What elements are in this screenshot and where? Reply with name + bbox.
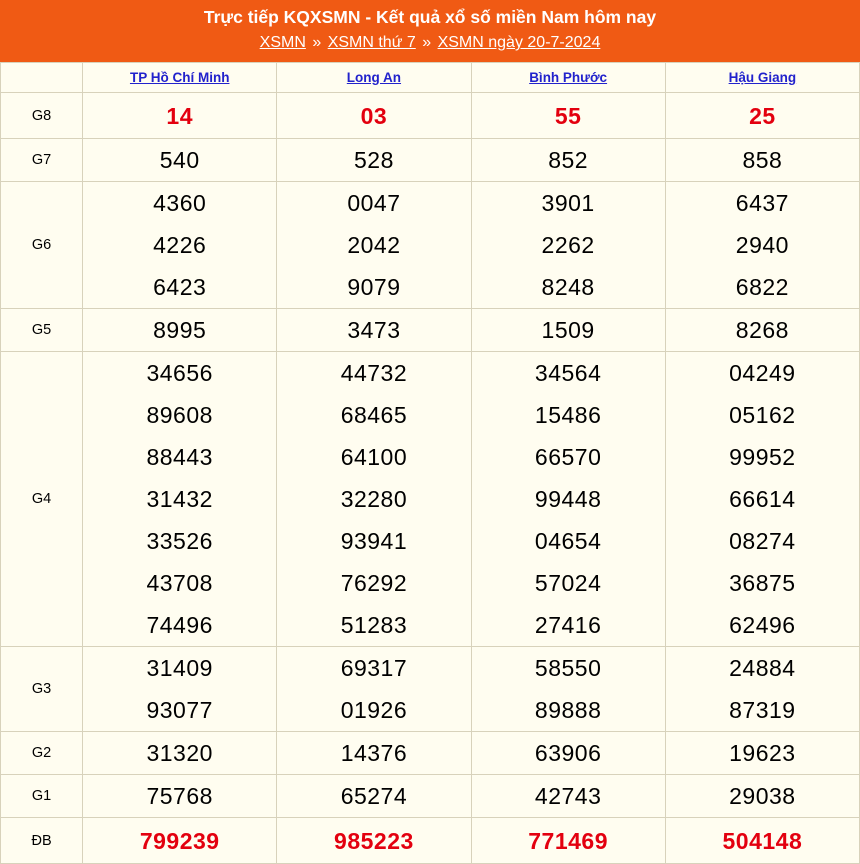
prize-number: 31409 (146, 655, 213, 681)
prize-number: 6822 (735, 274, 789, 300)
prize-number: 66570 (534, 444, 602, 470)
prize-numbers-cell (83, 732, 277, 775)
prize-number: 75768 (146, 783, 213, 809)
prize-number: 19623 (729, 740, 796, 766)
prize-numbers-cell (83, 182, 277, 309)
prize-numbers-cell (665, 647, 859, 732)
prize-number: 3473 (347, 317, 401, 343)
prize-number: 799239 (139, 827, 220, 854)
prize-numbers-cell (665, 732, 859, 775)
prize-numbers-cell (277, 818, 471, 864)
prize-number: 858 (742, 147, 783, 173)
prize-number: 89888 (534, 697, 602, 723)
prize-number: 64100 (340, 444, 408, 470)
prize-label: G7 (1, 139, 83, 182)
table-row (1, 352, 860, 647)
prize-number: 68465 (340, 402, 408, 428)
prize-label: G8 (1, 93, 83, 139)
prize-number: 93077 (146, 697, 213, 723)
prize-number: 32280 (340, 486, 408, 512)
prize-number: 65274 (340, 783, 408, 809)
prize-numbers-cell (471, 139, 665, 182)
prize-number: 55 (554, 102, 582, 129)
page-title: Trực tiếp KQXSMN - Kết quả xổ số miền Nam hôm nay (203, 7, 657, 27)
prize-number: 03 (360, 102, 388, 129)
table-header-row (1, 63, 860, 93)
prize-numbers-cell (471, 647, 665, 732)
prize-label: G3 (1, 647, 83, 732)
prize-numbers-cell (471, 818, 665, 864)
prize-label: G2 (1, 732, 83, 775)
prize-numbers-cell (277, 647, 471, 732)
prize-label: G4 (1, 352, 83, 647)
table-head (1, 63, 860, 93)
prize-number: 04654 (534, 528, 602, 554)
prize-numbers-cell (83, 775, 277, 818)
prize-number: 24884 (729, 655, 796, 681)
prize-number: 51283 (340, 612, 408, 638)
table-row (1, 732, 860, 775)
prize-number: 4226 (153, 232, 207, 258)
prize-number: 34656 (146, 360, 213, 386)
province-header-0 (83, 63, 277, 93)
prize-number: 05162 (729, 402, 796, 428)
prize-number: 4360 (153, 190, 207, 216)
prize-number: 88443 (146, 444, 213, 470)
province-header-1 (277, 63, 471, 93)
table-row (1, 93, 860, 139)
prize-numbers-cell (665, 93, 859, 139)
prize-number: 57024 (534, 570, 602, 596)
prize-number: 04249 (729, 360, 796, 386)
prize-numbers-cell (83, 818, 277, 864)
prize-number: 99952 (729, 444, 796, 470)
prize-number: 99448 (534, 486, 602, 512)
prize-number: 44732 (340, 360, 408, 386)
prize-number: 89608 (146, 402, 213, 428)
prize-numbers-cell (277, 352, 471, 647)
prize-number: 8268 (735, 317, 789, 343)
prize-label: ĐB (1, 818, 83, 864)
prize-number: 62496 (729, 612, 796, 638)
prize-number: 63906 (534, 740, 602, 766)
prize-number: 69317 (340, 655, 408, 681)
prize-number: 34564 (534, 360, 602, 386)
prize-numbers-cell (277, 732, 471, 775)
breadcrumb-separator-1: » (422, 34, 432, 51)
table-corner-cell (1, 63, 83, 93)
province-header-3 (665, 63, 859, 93)
prize-numbers-cell (83, 309, 277, 352)
prize-numbers-cell (277, 139, 471, 182)
prize-number: 36875 (729, 570, 796, 596)
prize-number: 31320 (146, 740, 213, 766)
prize-number: 42743 (534, 783, 602, 809)
prize-numbers-cell (665, 309, 859, 352)
prize-number: 504148 (722, 827, 803, 854)
prize-number: 29038 (729, 783, 796, 809)
table-row (1, 139, 860, 182)
breadcrumb-separator-0: » (312, 34, 322, 51)
prize-number: 8995 (153, 317, 207, 343)
prize-number: 74496 (146, 612, 213, 638)
prize-number: 2262 (541, 232, 595, 258)
prize-number: 31432 (146, 486, 213, 512)
results-table (0, 62, 860, 864)
prize-number: 6437 (735, 190, 789, 216)
prize-number: 27416 (534, 612, 602, 638)
province-header-2 (471, 63, 665, 93)
table-row (1, 775, 860, 818)
breadcrumb-item-2[interactable]: XSMN ngày 20-7-2024 (437, 34, 601, 51)
prize-number: 0047 (347, 190, 401, 216)
prize-number: 528 (353, 147, 394, 173)
prize-numbers-cell (471, 182, 665, 309)
prize-number: 43708 (146, 570, 213, 596)
prize-number: 93941 (340, 528, 408, 554)
prize-numbers-cell (83, 139, 277, 182)
prize-number: 6423 (153, 274, 207, 300)
prize-numbers-cell (471, 309, 665, 352)
table-row (1, 182, 860, 309)
table-body (1, 93, 860, 864)
prize-label: G6 (1, 182, 83, 309)
province-link-2[interactable]: Bình Phước (529, 70, 608, 85)
prize-numbers-cell (471, 732, 665, 775)
prize-number: 2042 (347, 232, 401, 258)
prize-number: 87319 (729, 697, 796, 723)
prize-number: 01926 (340, 697, 408, 723)
prize-numbers-cell (277, 775, 471, 818)
prize-numbers-cell (83, 352, 277, 647)
prize-number: 66614 (729, 486, 796, 512)
province-link-1[interactable]: Long An (346, 70, 402, 85)
prize-number: 76292 (340, 570, 408, 596)
prize-number: 33526 (146, 528, 213, 554)
prize-number: 540 (159, 147, 200, 173)
table-row (1, 818, 860, 864)
prize-number: 8248 (541, 274, 595, 300)
prize-number: 15486 (534, 402, 602, 428)
prize-number: 14376 (340, 740, 408, 766)
prize-number: 08274 (729, 528, 796, 554)
prize-number: 25 (749, 102, 776, 129)
table-row (1, 647, 860, 732)
prize-numbers-cell (277, 309, 471, 352)
page-header (0, 0, 860, 62)
prize-number: 14 (166, 102, 193, 129)
prize-numbers-cell (665, 182, 859, 309)
prize-number: 58550 (534, 655, 602, 681)
prize-numbers-cell (665, 818, 859, 864)
breadcrumb (4, 31, 856, 55)
prize-number: 852 (548, 147, 589, 173)
prize-number: 3901 (541, 190, 595, 216)
prize-numbers-cell (471, 93, 665, 139)
prize-number: 771469 (528, 827, 609, 854)
prize-number: 985223 (334, 827, 414, 854)
prize-numbers-cell (277, 93, 471, 139)
prize-label: G5 (1, 309, 83, 352)
breadcrumb-item-1[interactable]: XSMN thứ 7 (327, 34, 416, 51)
prize-numbers-cell (471, 775, 665, 818)
prize-numbers-cell (665, 352, 859, 647)
prize-numbers-cell (277, 182, 471, 309)
prize-numbers-cell (665, 139, 859, 182)
province-link-3[interactable]: Hậu Giang (728, 70, 797, 85)
province-link-0[interactable]: TP Hồ Chí Minh (129, 70, 230, 85)
prize-number: 9079 (347, 274, 401, 300)
prize-number: 1509 (541, 317, 595, 343)
breadcrumb-item-0[interactable]: XSMN (259, 34, 306, 51)
prize-label: G1 (1, 775, 83, 818)
prize-numbers-cell (471, 352, 665, 647)
prize-numbers-cell (665, 775, 859, 818)
prize-number: 2940 (735, 232, 789, 258)
prize-numbers-cell (83, 647, 277, 732)
table-row (1, 309, 860, 352)
prize-numbers-cell (83, 93, 277, 139)
